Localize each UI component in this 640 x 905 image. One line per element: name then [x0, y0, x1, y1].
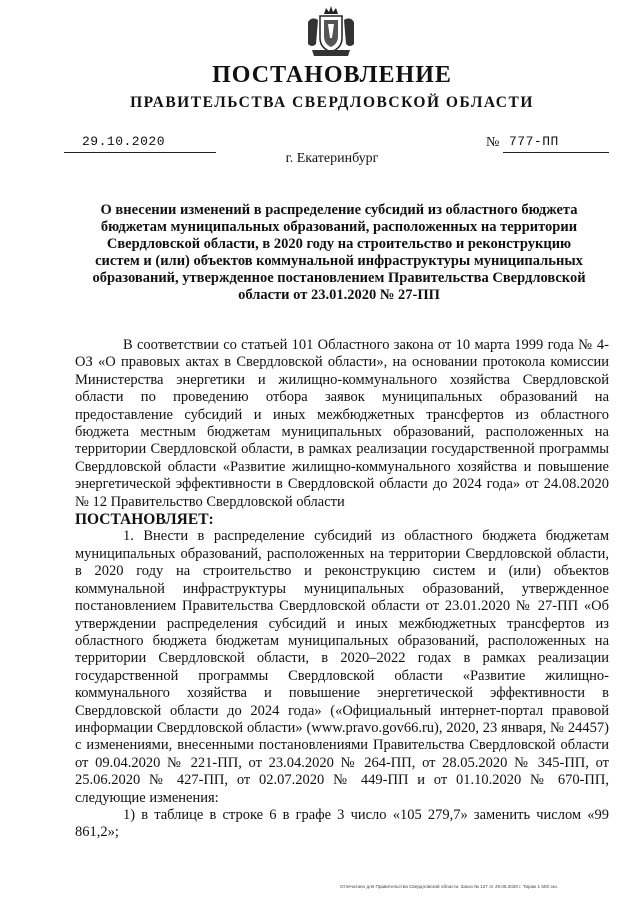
document-date: 29.10.2020: [82, 134, 166, 149]
resolve-word: ПОСТАНОВЛЯЕТ:: [75, 511, 214, 529]
document-number: 777-ПП: [509, 134, 559, 149]
document-heading: О внесении изменений в распределение субсидий из областного бюджета бюджетам муниципальных образований, расположенных на территории Свердловской области, в 2020 году на строительство и реконструкцию систем и (или) объектов коммунальной инфраструктуры муниципальных образований, утвержденное постановлением Правительства Свердловской области от 23.01.2020 № 27-ПП: [92, 202, 586, 303]
city: г. Екатеринбург: [285, 151, 379, 166]
subitem-1-paragraph: 1) в таблице в строке 6 в графе 3 число «105 279,7» заменить числом «99 861,2»;: [75, 806, 609, 841]
preamble-paragraph: В соответствии со статьей 101 Областного закона от 10 марта 1999 года № 4-ОЗ «О правовых актах в Свердловской области», на основании протокола комиссии Министерства энергетики и жилищно-коммунального хозяйства Свердловской области по проведению отбора заявок муниципальных образований на предоставление субсидий и иных межбюджетных трансфертов из областного бюджета местным бюджетам муниципальных образований, расположенных на территории Свердловской области, в рамках реализации государственной программы Свердловской области «Развитие жилищно-коммунального хозяйства и повышение энергетической эффективности в Свердловской области до 2024 года» от 24.08.2020 № 12 Правительство Свердловской области: [75, 337, 609, 510]
print-footer-note: Отпечатано для Правительства Свердловской области. Заказ № 127 от 29.05.2020 г. Тираж 1 500 экз.: [340, 884, 559, 889]
document-type-title: ПОСТАНОВЛЕНИЕ: [212, 62, 452, 88]
coat-of-arms-icon: [302, 4, 360, 58]
issuer-title: ПРАВИТЕЛЬСТВА СВЕРДЛОВСКОЙ ОБЛАСТИ: [130, 94, 534, 111]
number-sign: №: [486, 135, 500, 150]
item-1-paragraph: 1. Внести в распределение субсидий из областного бюджета бюджетам муниципальных образований, расположенных на территории Свердловской области, в 2020 году на строительство и реконструкцию систем и (или) объектов коммунальной инфраструктуры муниципальных образований, утвержденное постановлением Правительства Свердловской области от 23.01.2020 № 27-ПП «Об утверждении распределения субсидий и иных межбюджетных трансфертов из областного бюджета бюджетам муниципальных образований, расположенных на территории Свердловской области, в 2020–2022 годах в рамках реализации государственной программы Свердловской области «Развитие жилищно-коммунального хозяйства и повышение энергетической эффективности в Свердловской области до 2024 года» («Официальный интернет-портал правовой информации Свердловской области» (www.pravo.gov66.ru), 2020, 23 января, № 24457) с изменениями, внесенными постановлениями Правительства Свердловской области от 09.04.2020 № 221-ПП, от 23.04.2020 № 264-ПП, от 28.05.2020 № 345-ПП, от 25.06.2020 № 427-ПП, от 02.07.2020 № 449-ПП и от 01.10.2020 № 670-ПП, следующие изменения:: [75, 528, 609, 806]
document-body: [75, 337, 609, 842]
